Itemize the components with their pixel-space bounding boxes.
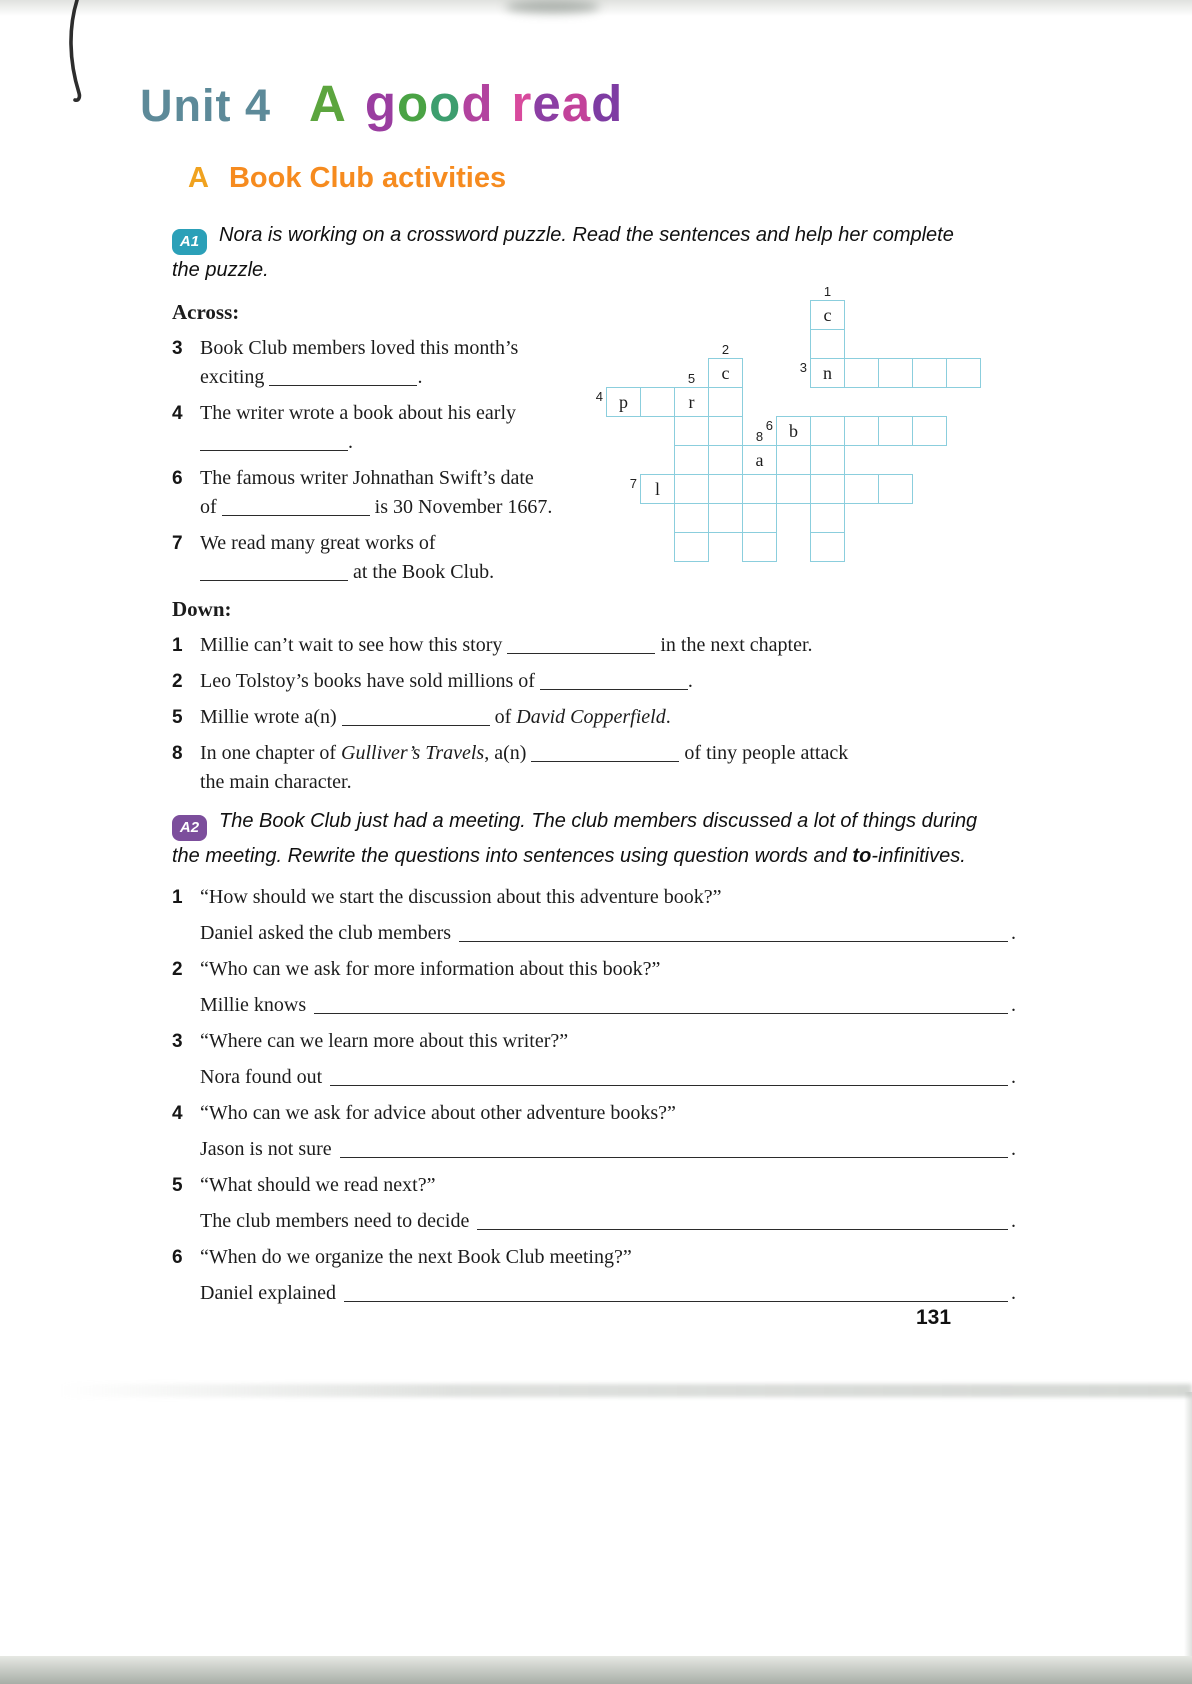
sentence-period: .	[1011, 1209, 1016, 1232]
clue-item	[172, 667, 1016, 696]
crossword-cell	[810, 532, 845, 562]
crossword-cell	[878, 358, 913, 388]
clue-text: We read many great works of at the Book Club.	[200, 531, 495, 583]
crossword-cell	[674, 474, 709, 504]
crossword-cell	[674, 416, 709, 446]
crossword-cell	[810, 416, 845, 446]
a1-badge: A1	[172, 229, 207, 255]
question-text: “Where can we learn more about this writer?”	[200, 1029, 569, 1052]
page-number: 131	[916, 1306, 952, 1329]
crossword-cell	[776, 474, 811, 504]
clue-text: Book Club members loved this month’s exciting .	[200, 336, 519, 388]
cell-number: 7	[629, 476, 637, 491]
crossword-cell	[912, 416, 947, 446]
sentence-period: .	[1011, 993, 1016, 1016]
crossword-cell	[708, 445, 743, 475]
clue-number: 2	[172, 670, 183, 692]
crossword-cell	[629, 474, 675, 504]
cell-number: 3	[799, 360, 807, 375]
question-line	[172, 1027, 1016, 1056]
question-line	[172, 1099, 1016, 1128]
crossword-cell	[912, 358, 947, 388]
cell-letter: r	[688, 391, 695, 412]
crossword-cell	[844, 416, 879, 446]
response-line	[172, 1063, 1016, 1092]
response-line	[172, 991, 1016, 1020]
response-line	[172, 919, 1016, 948]
answer-blank	[330, 1084, 1008, 1086]
clue-number: 1	[172, 634, 183, 656]
cell-number: 1	[823, 284, 832, 299]
clue-number: 8	[172, 742, 183, 764]
cell-number: 6	[765, 418, 773, 433]
response-line	[172, 1279, 1016, 1308]
a2-badge: A2	[172, 815, 207, 841]
exercise-a2	[172, 806, 1016, 1315]
scan-edge-right	[1184, 1392, 1192, 1660]
answer-blank	[459, 940, 1008, 942]
cell-letter: l	[654, 478, 660, 499]
crossword-cell	[765, 416, 811, 446]
unit-title-letter: o	[397, 75, 430, 132]
cell-letter: a	[755, 449, 764, 470]
crossword-cell	[708, 503, 743, 533]
crossword-cell	[674, 503, 709, 533]
crossword-grid	[595, 284, 991, 575]
cell-letter: b	[789, 420, 798, 441]
question-line	[172, 955, 1016, 984]
question-text: “What should we read next?”	[200, 1173, 436, 1196]
unit-title-letter: a	[561, 75, 592, 132]
a2-instruction-text: The Book Club just had a meeting. The club members discussed a lot of things during the meeting. Rewrite the questions into sentences using question words and to-infinitives.	[172, 810, 978, 867]
down-label: Down:	[172, 596, 232, 621]
blank-line	[342, 711, 490, 726]
question-text: “How should we start the discussion about this adventure book?”	[200, 885, 722, 908]
unit-title-letter: e	[532, 75, 562, 132]
cell-letter: p	[619, 391, 628, 412]
clue-item	[172, 631, 1016, 660]
item-number: 4	[172, 1102, 183, 1124]
crossword-cell	[810, 284, 845, 330]
clue-text: Millie wrote a(n) of David Copperfield.	[200, 705, 671, 728]
question-text: “Who can we ask for more information about this book?”	[200, 957, 661, 980]
crossword-cell	[810, 503, 845, 533]
a2-instruction	[172, 806, 1016, 871]
cell-number: 5	[687, 371, 696, 386]
crossword-cell	[878, 416, 913, 446]
section-heading	[188, 162, 506, 195]
sentence-period: .	[1011, 1137, 1016, 1160]
scan-artifact-pen-mark	[62, 0, 108, 127]
a2-items	[172, 883, 1016, 1308]
unit-title-letter: g	[364, 75, 398, 132]
sentence-period: .	[1011, 1065, 1016, 1088]
item-number: 3	[172, 1030, 183, 1052]
answer-blank	[314, 1012, 1008, 1014]
blank-line	[531, 747, 679, 762]
cell-letter: n	[823, 362, 832, 383]
unit-label: Unit 4	[140, 80, 272, 131]
blank-line	[540, 675, 688, 690]
crossword-cell	[708, 387, 743, 417]
question-line	[172, 883, 1016, 912]
crossword-cell	[674, 532, 709, 562]
response-text: Nora found out	[200, 1065, 323, 1088]
blank-line	[200, 566, 348, 581]
clue-text: In one chapter of Gulliver’s Travels, a(n) of tiny people attack the main character.	[200, 741, 849, 793]
response-text: Daniel explained	[200, 1281, 337, 1304]
item-number: 2	[172, 958, 183, 980]
crossword-cell	[742, 474, 777, 504]
answer-blank	[340, 1156, 1008, 1158]
blank-line	[507, 639, 655, 654]
unit-title-letter: d	[591, 75, 624, 132]
clue-text: Leo Tolstoy’s books have sold millions of .	[200, 669, 693, 692]
unit-title-letter: r	[511, 75, 533, 132]
down-clues	[172, 631, 1016, 797]
cell-letter: c	[823, 304, 832, 325]
scan-smudge-top	[505, 0, 600, 13]
crossword-cell	[742, 532, 777, 562]
section-letter: A	[188, 162, 209, 194]
cell-number: 8	[755, 429, 764, 444]
cell-number: 4	[595, 389, 603, 404]
clue-number: 5	[172, 706, 183, 728]
item-number: 5	[172, 1174, 183, 1196]
crossword-cell	[708, 474, 743, 504]
crossword-cell	[674, 445, 709, 475]
sentence-period: .	[1011, 1281, 1016, 1304]
crossword-cell	[674, 371, 709, 417]
crossword-cell	[946, 358, 981, 388]
item-number: 6	[172, 1246, 183, 1268]
crossword-cell	[708, 342, 743, 388]
question-text: “Who can we ask for advice about other adventure books?”	[200, 1101, 676, 1124]
question-text: “When do we organize the next Book Club meeting?”	[200, 1245, 632, 1268]
response-text: Daniel asked the club members	[200, 921, 452, 944]
clue-text: The famous writer Johnathan Swift’s date of is 30 November 1667.	[200, 466, 553, 518]
cell-number: 2	[721, 342, 730, 357]
response-text: The club members need to decide	[200, 1209, 470, 1232]
unit-title-letter: o	[429, 75, 462, 132]
crossword-cell	[844, 474, 879, 504]
section-title: Book Club activities	[228, 162, 507, 194]
clue-text: The writer wrote a book about his early .	[200, 401, 517, 453]
response-text: Jason is not sure	[200, 1137, 332, 1160]
clue-item	[172, 739, 1016, 797]
across-label: Across:	[172, 299, 240, 324]
blank-line	[222, 501, 370, 516]
scan-band-middle	[60, 1384, 1192, 1397]
crossword-cell	[810, 474, 845, 504]
crossword-cell	[844, 358, 879, 388]
a1-instruction-text: Nora is working on a crossword puzzle. Read the sentences and help her complete the puzzle.	[172, 224, 954, 281]
crossword-cell	[878, 474, 913, 504]
unit-title-letter: d	[461, 75, 494, 132]
clue-number: 6	[172, 467, 183, 489]
a1-instruction	[172, 220, 1016, 285]
clue-text: Millie can’t wait to see how this story in the next chapter.	[200, 633, 813, 656]
response-line	[172, 1207, 1016, 1236]
crossword-cell	[810, 329, 845, 359]
crossword-cell	[810, 445, 845, 475]
crossword-cell	[799, 358, 845, 388]
sentence-period: .	[1011, 921, 1016, 944]
crossword-cell	[742, 503, 777, 533]
crossword-cell	[708, 416, 743, 446]
item-number: 1	[172, 886, 183, 908]
blank-line	[200, 436, 348, 451]
unit-title	[309, 74, 623, 133]
cell-letter: c	[721, 362, 730, 383]
question-line	[172, 1243, 1016, 1272]
clue-item	[172, 703, 1016, 732]
answer-blank	[477, 1228, 1008, 1230]
clue-number: 7	[172, 532, 183, 554]
clue-number: 4	[172, 402, 183, 424]
blank-line	[269, 371, 417, 386]
scan-edge-bottom	[0, 1656, 1192, 1684]
crossword-cell	[640, 387, 675, 417]
crossword-cell	[595, 387, 641, 417]
question-line	[172, 1171, 1016, 1200]
answer-blank	[344, 1300, 1008, 1302]
unit-header	[140, 74, 623, 133]
response-text: Millie knows	[200, 993, 307, 1016]
unit-title-letter: A	[309, 75, 347, 132]
crossword-cell	[742, 429, 777, 475]
response-line	[172, 1135, 1016, 1164]
clue-number: 3	[172, 337, 183, 359]
